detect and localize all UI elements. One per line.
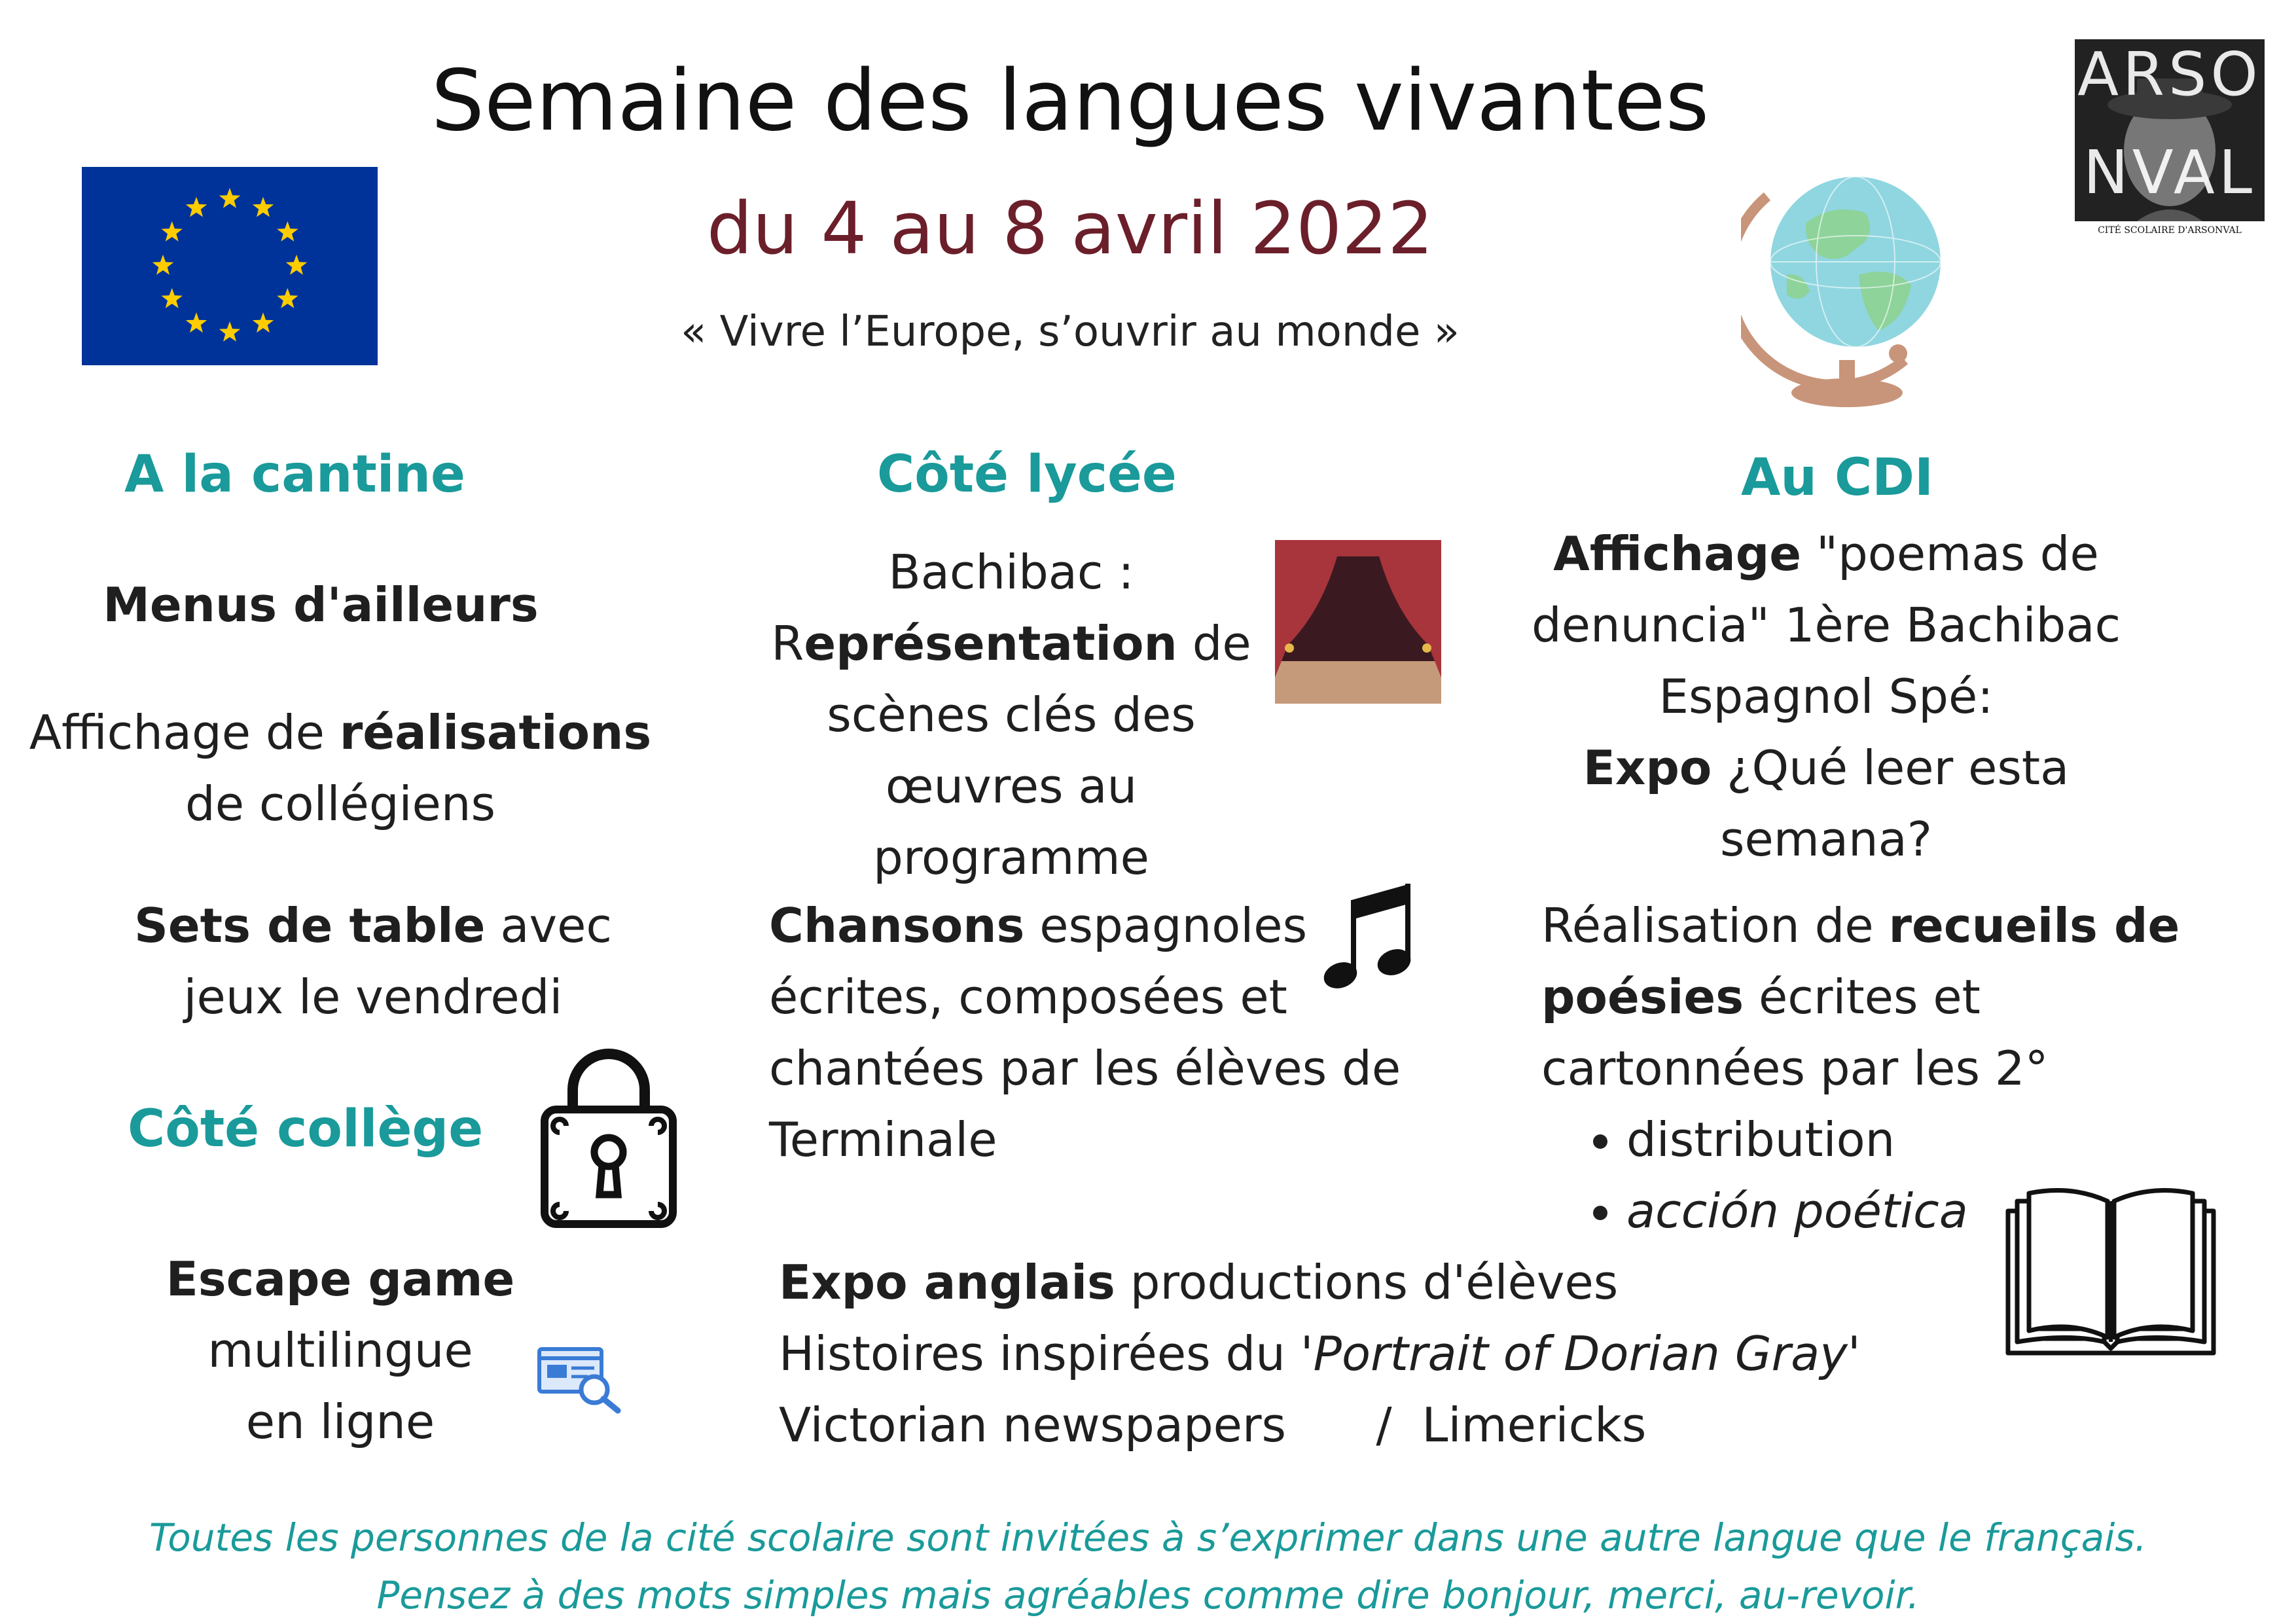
cdi-aff-text-2: denuncia" 1ère Bachibac <box>1531 598 2121 653</box>
expo-anglais-bold: Expo anglais <box>779 1255 1115 1310</box>
cdi-expo-text-2: semana? <box>1719 812 1933 867</box>
web-search-icon <box>535 1345 624 1414</box>
school-logo <box>2075 39 2265 242</box>
real-text: Réalisation de <box>1541 898 1889 953</box>
escape-text-2: en ligne <box>245 1394 435 1449</box>
footer-line-2: Pensez à des mots simples mais agréables comme dire bonjour, merci, au-revoir. <box>376 1573 1920 1617</box>
chansons-text: espagnoles <box>1024 898 1308 953</box>
rep-text-3: œuvres au <box>885 759 1138 814</box>
logo-caption: CITÉ SCOLAIRE D'ARSONVAL <box>2098 225 2242 236</box>
music-note-icon <box>1316 880 1420 998</box>
rep-text: de <box>1177 616 1251 671</box>
cantine-affichage-text: Affichage de <box>29 705 340 760</box>
escape-bold: Escape game <box>166 1252 515 1307</box>
menus-ailleurs: Menus d'ailleurs <box>103 577 539 632</box>
sets-bold: Sets de table <box>134 898 486 953</box>
real-bold: recueils de <box>1888 898 2180 953</box>
globe-icon <box>1741 151 1950 412</box>
logo-text-top: ARSO <box>2077 39 2262 109</box>
hist-italic: Portrait of Dorian Gray <box>1313 1326 1848 1381</box>
theater-curtain-icon <box>1275 540 1441 704</box>
chansons-text-3: chantées par les élèves de <box>769 1041 1401 1096</box>
cdi-heading: Au CDI <box>1741 448 1934 507</box>
hist-text: Histoires inspirées du ' <box>779 1326 1314 1381</box>
page-title: Semaine des langues vivantes <box>431 52 1710 150</box>
eu-flag-icon <box>82 167 378 365</box>
real-text-3: cartonnées par les 2° <box>1541 1041 2049 1096</box>
cdi-aff-text: "poemas de <box>1801 526 2099 581</box>
college-heading: Côté collège <box>128 1100 484 1159</box>
cdi-aff-bold: Affichage <box>1553 526 1802 581</box>
victorian-text: Victorian newspapers / Limericks <box>779 1398 1647 1453</box>
footer-line-1: Toutes les personnes de la cité scolaire sont invitées à s’exprimer dans une autre langue que le français. <box>149 1515 2147 1560</box>
list-item: • acción poética <box>1626 1176 2261 1247</box>
padlock-icon <box>537 1041 681 1231</box>
bachibac-text: Bachibac : <box>888 545 1134 600</box>
real-text-2: écrites et <box>1744 969 1981 1024</box>
rep-bold: eprésentation <box>804 616 1177 671</box>
lycee-heading: Côté lycée <box>877 445 1177 504</box>
chansons-text-2: écrites, composées et <box>769 969 1287 1024</box>
event-dates: du 4 au 8 avril 2022 <box>706 187 1434 270</box>
cantine-affichage-bold: réalisations <box>339 705 652 760</box>
cantine-sets <box>79 890 668 1033</box>
cdi-aff-text-3: Espagnol Spé: <box>1659 669 1994 724</box>
chansons-text-4: Terminale <box>769 1112 997 1167</box>
cantine-heading: A la cantine <box>124 445 465 504</box>
escape-text: multilingue <box>207 1323 473 1378</box>
cdi-expo-text: ¿Qué leer esta <box>1712 740 2070 795</box>
cantine-affichage-text-2: de collégiens <box>185 776 495 831</box>
rep-text-4: programme <box>873 830 1149 885</box>
sets-text: avec <box>485 898 613 953</box>
cantine-affichage <box>26 697 655 840</box>
expo-anglais-text: productions d'élèves <box>1115 1255 1619 1310</box>
event-motto: « Vivre l’Europe, s’ouvrir au monde » <box>681 308 1460 356</box>
list-item: • distribution <box>1626 1104 2261 1176</box>
rep-text-2: scènes clés des <box>827 687 1196 742</box>
hist-text-2: ' <box>1847 1326 1861 1381</box>
logo-text-bottom: NVAL <box>2083 137 2257 208</box>
rep-r: R <box>771 616 804 671</box>
lycee-representation <box>753 537 1270 893</box>
sets-text-2: jeux le vendredi <box>183 969 563 1024</box>
cdi-affichage <box>1518 518 2134 875</box>
open-book-icon <box>2003 1182 2219 1358</box>
chansons-bold: Chansons <box>769 898 1025 953</box>
lycee-expo-anglais <box>779 1247 1957 1461</box>
cdi-expo-bold: Expo <box>1583 740 1712 795</box>
real-bold-2: poésies <box>1541 969 1744 1024</box>
